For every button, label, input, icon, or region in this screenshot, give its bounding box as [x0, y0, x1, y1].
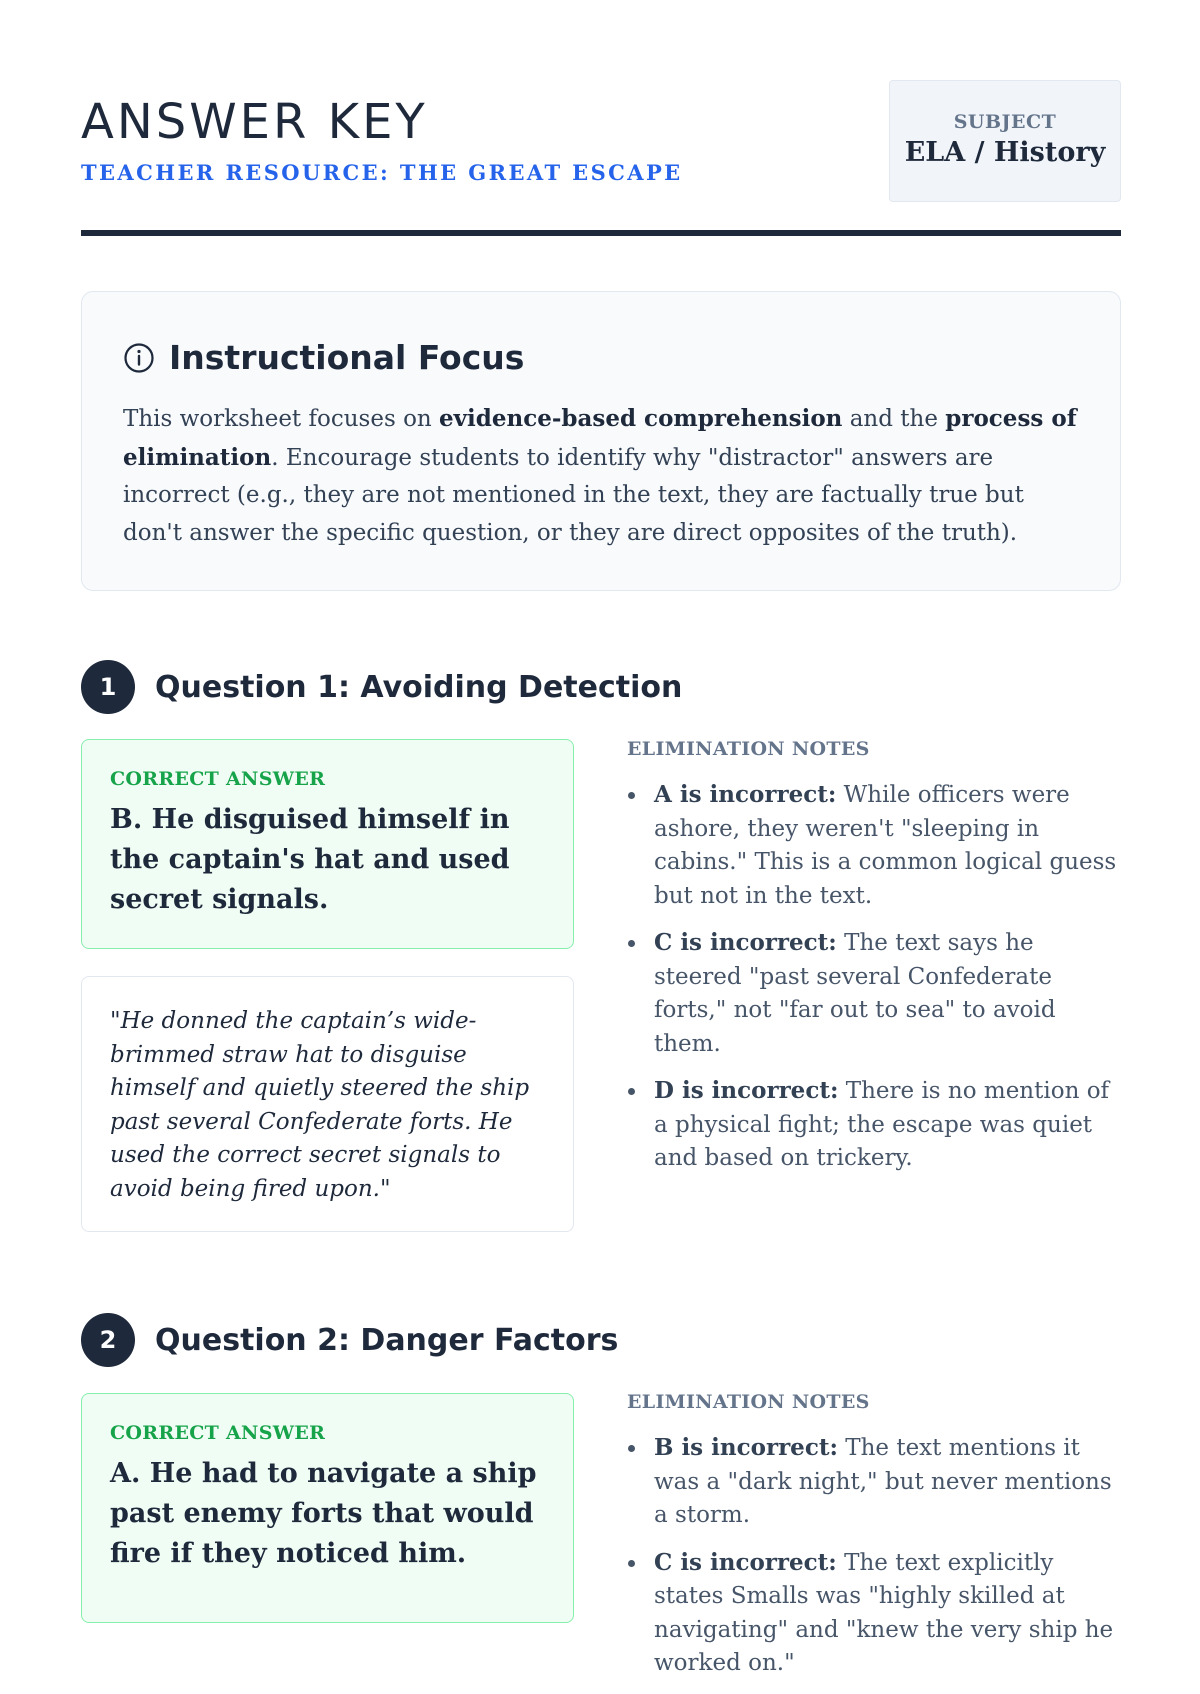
focus-emphasis: process of elimination [123, 405, 1077, 471]
focus-text-part: and the [842, 406, 946, 432]
elimination-list [627, 1431, 1121, 1681]
question-heading [81, 660, 682, 714]
subject-value: ELA / History [904, 137, 1106, 168]
elimination-notes-label: ELIMINATION NOTES [627, 738, 870, 760]
correct-answer-text: A. He had to navigate a ship past enemy forts that would fire if they noticed him. [110, 1458, 537, 1569]
focus-text-part: This worksheet focuses on [123, 406, 440, 432]
elimination-notes [627, 1391, 1121, 1694]
elimination-notes [627, 738, 1121, 1189]
correct-answer-label: CORRECT ANSWER [110, 1422, 326, 1444]
focus-title: Instructional Focus [169, 338, 525, 377]
list-item [627, 1546, 1121, 1681]
subject-label: SUBJECT [953, 111, 1057, 133]
header [81, 80, 1121, 236]
info-icon [123, 342, 155, 374]
focus-emphasis: evidence-based comprehension [439, 405, 843, 432]
note-text: The text explicitly states Smalls was "highly skilled at navigating" and "knew the very ship he worked on." [654, 1549, 1114, 1676]
correct-answer-label: CORRECT ANSWER [110, 768, 326, 790]
list-item [627, 1074, 1121, 1176]
subject-box [889, 80, 1121, 202]
question-title: Question 2: Danger Factors [155, 1322, 619, 1358]
page-subtitle: TEACHER RESOURCE: THE GREAT ESCAPE [81, 160, 683, 185]
header-divider [81, 230, 1121, 236]
note-text: There is no mention of a physical fight; the escape was quiet and based on trickery. [654, 1078, 1110, 1171]
note-lead: A is incorrect: [654, 781, 837, 808]
question-number-badge: 1 [81, 660, 135, 714]
elimination-list [627, 778, 1121, 1176]
list-item [627, 778, 1121, 913]
note-lead: C is incorrect: [654, 1548, 837, 1576]
correct-answer-box [81, 1393, 574, 1623]
note-text: The text says he steered "past several Confederate forts," not "far out to sea" to avoid them. [654, 930, 1056, 1057]
note-text: While officers were ashore, they weren't "sleeping in cabins." This is a common logical guess but not in the text. [654, 782, 1117, 909]
question-heading [81, 1313, 618, 1367]
correct-answer-text: B. He disguised himself in the captain's hat and used secret signals. [110, 804, 510, 915]
list-item [627, 1431, 1121, 1533]
page-title: ANSWER KEY [81, 94, 428, 150]
instructional-focus-box [81, 291, 1121, 591]
list-item [627, 926, 1121, 1061]
note-lead: D is incorrect: [654, 1077, 839, 1104]
question-title: Question 1: Avoiding Detection [155, 669, 683, 705]
text-evidence-quote: "He donned the captain’s wide-brimmed straw hat to disguise himself and quietly steered the ship past several Confederate forts. He used the correct secret signals to avoid being fired upon." [81, 976, 574, 1232]
elimination-notes-label: ELIMINATION NOTES [627, 1391, 870, 1413]
note-lead: C is incorrect: [654, 929, 837, 956]
note-text: The text mentions it was a "dark night," but never mentions a storm. [654, 1435, 1112, 1528]
note-lead: B is incorrect: [654, 1434, 838, 1461]
focus-heading [123, 338, 524, 377]
question-number-badge: 2 [81, 1313, 135, 1367]
focus-text-part: . Encourage students to identify why "distractor" answers are incorrect (e.g., they are not mentioned in the text, they are factually true but don't answer the specific question, or they are direct opposites of the truth). [123, 444, 1024, 546]
correct-answer-box [81, 739, 574, 949]
focus-text [123, 400, 1080, 552]
